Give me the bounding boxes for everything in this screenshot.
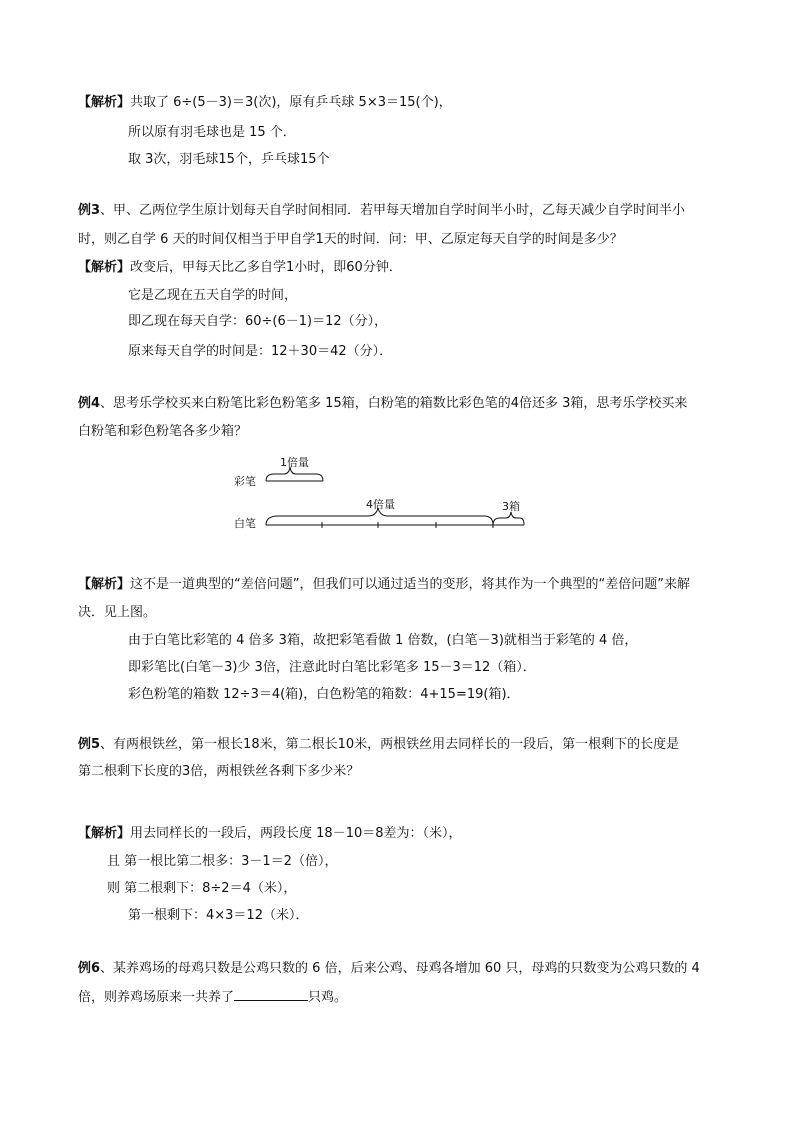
example-4-solution-line-4: 即彩笔比(白笔－3)少 3倍，注意此时白笔比彩笔多 15－3＝12（箱）． [128,660,536,675]
example-4-solution-line-5: 彩色粉笔的箱数 12÷3＝4(箱)，白色粉笔的箱数：4+15=19(箱)． [128,687,520,702]
prev-solution-line-2: 所以原有羽毛球也是 15 个． [128,125,296,140]
example-3-solution-line-2: 它是乙现在五天自学的时间， [128,288,298,303]
example-3-question-line-1 [78,202,685,220]
color-brace-label: 1倍量 [280,456,309,469]
example-5-solution-line-4: 第一根剩下：4×3＝12（米）． [128,908,309,923]
example-5-solution-line-1 [78,825,462,843]
example-3-solution-line-4: 原来每天自学的时间是：12＋30＝42（分）． [128,344,393,359]
example-4-label: 例4 [78,396,101,411]
example-6-question-line-1 [78,960,700,978]
analysis-label: 【解析】 [78,577,131,592]
example-4-solution-text-1: 这不是一道典型的“差倍问题”，但我们可以通过适当的变形，将其作为一个典型的“差倍问题”来解 [130,577,690,592]
analysis-label: 【解析】 [78,826,131,841]
example-5-solution-line-3: 则 第二根剩下：8÷2＝4（米）， [107,881,297,896]
example-5-question-line-1 [78,736,679,754]
example-5-solution-text-1: 用去同样长的一段后，两段长度 18－10＝8差为：（米）， [130,826,462,841]
example-4-solution-line-2: 决．见上图。 [78,605,157,620]
example-3-question-text-1: 、甲、乙两位学生原计划每天自学时间相同．若甲每天增加自学时间半小时，乙每天减少自学时间半小 [100,203,686,218]
example-4-question-line-1 [78,395,687,413]
example-3-solution-line-3: 即乙现在每天自学：60÷(6－1)＝12（分）， [128,314,388,329]
example-6-label: 例6 [78,961,101,976]
analysis-label: 【解析】 [78,260,131,275]
example-4-solution-line-3: 由于白笔比彩笔的 4 倍多 3箱，故把彩笔看做 1 倍数，(白笔－3)就相当于彩笔的 4 倍， [128,633,638,648]
extra-brace-label: 3箱 [502,500,520,513]
example-6-question-text-2b: 只鸡。 [308,990,348,1005]
example-6-question-text-2a: 倍，则养鸡场原来一共养了 [78,990,235,1005]
color-brace [266,467,323,481]
example-3-question-line-2: 时，则乙自学 6 天的时间仅相当于甲自学1天的时间．问：甲、乙原定每天自学的时间是多少？ [78,232,623,247]
example-3-solution-text-1: 改变后，甲每天比乙多自学1小时，即60分钟． [130,260,402,275]
prev-solution-text-1: 共取了 6÷(5－3)＝3(次)，原有乒乓球 5×3＝15(个)， [130,95,452,110]
answer-blank[interactable] [234,988,308,1001]
example-6-question-text-1: 、某养鸡场的母鸡只数是公鸡只数的 6 倍，后来公鸡、母鸡各增加 60 只，母鸡的只数变为公鸡只数的 4 [100,961,700,976]
prev-solution-line-1 [78,94,452,112]
example-5-question-line-2: 第二根剩下长度的3倍，两根铁丝各剩下多少米？ [78,764,360,779]
example-4-solution-line-1 [78,576,690,594]
prev-solution-line-3: 取 3次，羽毛球15个，乒乓球15个 [128,152,330,167]
color-chalk-label: 彩笔 [234,475,256,488]
white-chalk-label: 白笔 [234,517,256,530]
example-5-label: 例5 [78,737,101,752]
example-3-solution-line-1 [78,259,402,277]
white-brace-label: 4倍量 [366,498,395,511]
analysis-label: 【解析】 [78,95,131,110]
example-4-question-text-1: 、思考乐学校买来白粉笔比彩色粉笔多 15箱，白粉笔的箱数比彩色笔的4倍还多 3箱，思考乐学校买来 [100,396,688,411]
example-5-solution-line-2: 且 第一根比第二根多：3－1＝2（倍）， [107,854,338,869]
example-3-label: 例3 [78,203,101,218]
extra-brace [493,512,524,525]
chalk-diagram [230,452,550,544]
example-5-question-text-1: 、有两根铁丝，第一根长18米，第二根长10米，两根铁丝用去同样长的一段后，第一根剩下的长度是 [100,737,680,752]
example-4-question-line-2: 白粉笔和彩色粉笔各多少箱？ [78,424,248,439]
example-6-question-line-2 [78,988,347,1007]
